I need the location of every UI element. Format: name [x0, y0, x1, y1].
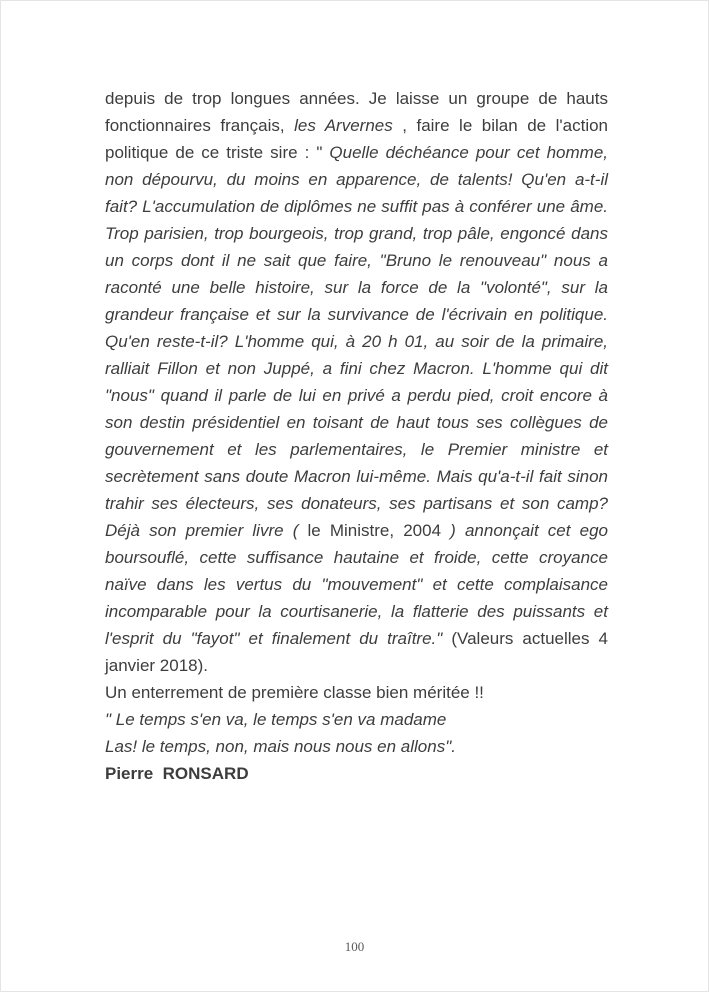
- text-segment: , faire le bilan de l'action politique de ce triste sire : ": [105, 116, 609, 162]
- text-segment: depuis de trop longues années. Je laisse un groupe de hauts fonctionnaires français,: [105, 89, 608, 135]
- text-segment-italic: ) annonçait cet ego boursouflé, cette suffisance hautaine et froide, cette croyance naïve dans les vertus du "mouvement" et cette complaisance incomparable pour la courtisanerie, la flatterie des puissants et l'esprit du "fayot" et finalement du traître.": [105, 521, 608, 648]
- text-segment-italic: Quelle déchéance pour cet homme, non dépourvu, du moins en apparence, de talents! Qu'en a-t-il fait? L'accumulation de diplômes ne suffit pas à conférer une âme. Trop parisien, trop bourgeois, trop grand, trop pâle, engoncé dans un corps dont il ne sait que faire, "Bruno le renouveau" nous a raconté une belle histoire, sur la force de la "volonté", sur la grandeur française et sur la survivance de l'écrivain en politique. Qu'en reste-t-il? L'homme qui, à 20 h 01, au soir de la primaire, ralliait Fillon et non Juppé, a fini chez Macron. L'homme qui dit "nous" quand il parle de lui en privé a perdu pied, croit encore à son destin présidentiel en toisant de haut tous ses collègues de gouvernement et les parlementaires, le Premier ministre et secrètement sans doute Macron lui-même. Mais qu'a-t-il fait sinon trahir ses électeurs, ses donateurs, ses partisans et son camp? Déjà son premier livre (: [105, 143, 608, 540]
- author-name: Pierre RONSARD: [105, 764, 249, 783]
- paragraph-burial: Un enterrement de première classe bien méritée !!: [105, 683, 484, 702]
- paragraph-main: [105, 85, 608, 679]
- text-segment-italic: les Arvernes: [294, 116, 393, 135]
- text-segment: (Valeurs actuelles 4 janvier 2018).: [105, 629, 608, 675]
- page-number: 100: [344, 939, 365, 954]
- body-text: [105, 85, 608, 787]
- poem-line-1: " Le temps s'en va, le temps s'en va madame: [105, 710, 447, 729]
- text-segment: le Ministre, 2004: [307, 521, 442, 540]
- poem-line-2: Las! le temps, non, mais nous nous en allons".: [105, 737, 456, 756]
